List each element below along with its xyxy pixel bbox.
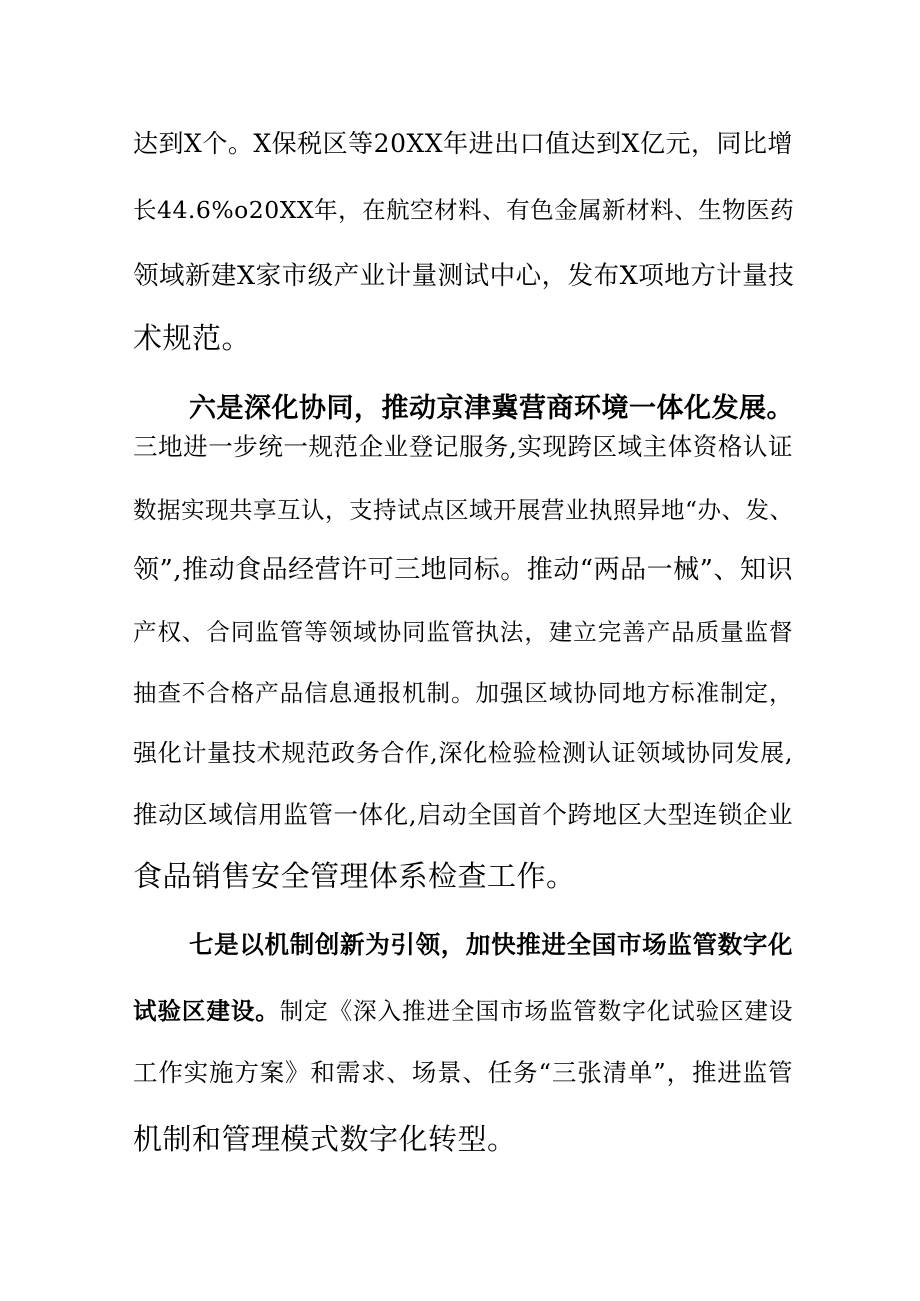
text-line: 产权、合同监管等领域协同监管执法，建立完善产品质量监督: [133, 618, 793, 646]
section-heading: 七是以机制创新为引领，加快推进全国市场监管数字化: [189, 930, 793, 959]
text-line: 领”,推动食品经营许可三地同标。推动“两品一械”、知识: [133, 555, 793, 585]
text-line: 推动区域信用监管一体化,启动全国首个跨地区大型连锁企业: [133, 800, 793, 829]
text-line: 达到X个。X保税区等20XX年进出口值达到X亿元，同比增: [133, 129, 793, 158]
text-line: 强化计量技术规范政务合作,深化检验检测认证领域协同发展,: [133, 739, 793, 767]
section-heading-continued: 试验区建设。: [133, 997, 280, 1025]
text-line: 机制和管理模式数字化转型。: [133, 1122, 517, 1156]
text-line: 三地进一步统一规范企业登记服务,实现跨区域主体资格认证: [133, 432, 793, 461]
text-line: 抽查不合格产品信息通报机制。加强区域协同地方标准制定，: [133, 679, 793, 707]
text-fragment: 制定《深入推进全国市场监管数字化试验区建设: [279, 997, 794, 1025]
text-line: 术规范。: [133, 321, 252, 355]
text-line: 领域新建X家市级产业计量测试中心，发布X项地方计量技: [133, 261, 795, 291]
text-line: 工作实施方案》和需求、场景、任务“三张清单”，推进监管: [133, 1058, 793, 1087]
text-line: 食品销售安全管理体系检查工作。: [133, 859, 576, 893]
section-heading: 六是深化协同，推动京津冀营商环境一体化发展。: [189, 393, 794, 424]
text-line: 数据实现共享互认，支持试点区域开展营业执照异地“办、发、: [133, 496, 794, 524]
text-line-mixed: [133, 991, 793, 1031]
text-line: 长44.6%o20XX年，在航空材料、有色金属新材料、生物医药: [133, 196, 795, 224]
